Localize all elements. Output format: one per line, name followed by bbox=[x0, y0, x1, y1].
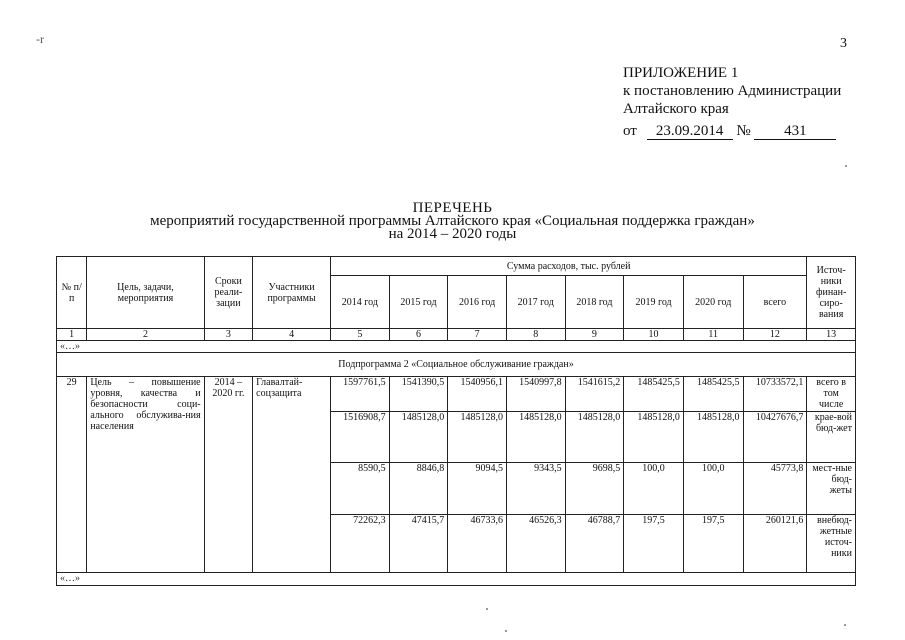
decree-date: 23.09.2014 bbox=[647, 124, 733, 140]
title-heading: ПЕРЕЧЕНЬ bbox=[412, 200, 493, 216]
value-cell: 1485128,0 bbox=[506, 412, 565, 463]
header-year: 2015 год bbox=[389, 276, 448, 329]
total-cell: 10733572,1 bbox=[743, 377, 807, 412]
header-year: 2019 год bbox=[624, 276, 684, 329]
header-goal: Цель, задачи, мероприятия bbox=[87, 257, 204, 329]
appendix-decree-line: к постановлению Администрации bbox=[623, 83, 842, 99]
appendix-header bbox=[623, 64, 841, 140]
header-total: всего bbox=[743, 276, 807, 329]
header-num: № п/п bbox=[57, 257, 87, 329]
scan-speck bbox=[845, 165, 847, 167]
value-cell: 100,0 bbox=[624, 463, 684, 515]
value-cell: 1540956,1 bbox=[448, 377, 507, 412]
source-cell: крае-вой бюд-жет bbox=[807, 412, 856, 463]
ellipsis-row bbox=[57, 573, 856, 586]
col-number: 3 bbox=[204, 329, 253, 341]
col-number: 2 bbox=[87, 329, 204, 341]
col-number: 10 bbox=[624, 329, 684, 341]
value-cell: 197,5 bbox=[683, 515, 743, 573]
value-cell: 1541390,5 bbox=[389, 377, 448, 412]
table-row bbox=[57, 377, 856, 412]
source-cell: внебюд-жетные источ-ники bbox=[807, 515, 856, 573]
value-cell: 46526,3 bbox=[506, 515, 565, 573]
value-cell: 1540997,8 bbox=[506, 377, 565, 412]
number-prefix: № bbox=[736, 123, 751, 139]
value-cell: 9343,5 bbox=[506, 463, 565, 515]
col-number: 9 bbox=[565, 329, 624, 341]
appendix-date-line bbox=[623, 122, 841, 140]
subprogram-title: Подпрограмма 2 «Социальное обслуживание граждан» bbox=[57, 353, 856, 377]
row-terms: 2014 – 2020 гг. bbox=[204, 377, 253, 573]
header-year: 2014 год bbox=[331, 276, 390, 329]
date-prefix: от bbox=[623, 123, 637, 139]
corner-mark: -r bbox=[36, 32, 44, 46]
col-number: 7 bbox=[448, 329, 507, 341]
value-cell: 1597761,5 bbox=[331, 377, 390, 412]
col-number: 6 bbox=[389, 329, 448, 341]
row-goal: Цель – повышение уровня, качества и безопасности соци-ального обслужива-ния населения bbox=[87, 377, 204, 573]
total-cell: 10427676,7 bbox=[743, 412, 807, 463]
col-number: 5 bbox=[331, 329, 390, 341]
col-number: 1 bbox=[57, 329, 87, 341]
value-cell: 100,0 bbox=[683, 463, 743, 515]
scan-speck bbox=[505, 630, 507, 632]
col-number: 11 bbox=[683, 329, 743, 341]
value-cell: 1485128,0 bbox=[389, 412, 448, 463]
value-cell: 9698,5 bbox=[565, 463, 624, 515]
header-sources: Источ-ники финан-сиро-вания bbox=[807, 257, 856, 329]
value-cell: 197,5 bbox=[624, 515, 684, 573]
value-cell: 47415,7 bbox=[389, 515, 448, 573]
value-cell: 1485128,0 bbox=[448, 412, 507, 463]
value-cell: 1485128,0 bbox=[565, 412, 624, 463]
header-sum: Сумма расходов, тыс. рублей bbox=[331, 257, 807, 276]
col-number: 13 bbox=[807, 329, 856, 341]
header-year: 2016 год bbox=[448, 276, 507, 329]
decree-number: 431 bbox=[754, 124, 836, 140]
appendix-region-line: Алтайского края bbox=[623, 101, 729, 117]
header-terms: Сроки реали-зации bbox=[204, 257, 253, 329]
value-cell: 46788,7 bbox=[565, 515, 624, 573]
value-cell: 8590,5 bbox=[331, 463, 390, 515]
ellipsis-cell: «…» bbox=[57, 341, 856, 353]
value-cell: 72262,3 bbox=[331, 515, 390, 573]
document-title bbox=[0, 202, 905, 241]
header-year: 2020 год bbox=[683, 276, 743, 329]
row-number: 29 bbox=[57, 377, 87, 573]
value-cell: 1485128,0 bbox=[624, 412, 684, 463]
appendix-title: ПРИЛОЖЕНИЕ 1 bbox=[623, 65, 739, 81]
total-cell: 260121,6 bbox=[743, 515, 807, 573]
ellipsis-row bbox=[57, 341, 856, 353]
value-cell: 9094,5 bbox=[448, 463, 507, 515]
value-cell: 1485425,5 bbox=[624, 377, 684, 412]
title-period: на 2014 – 2020 годы bbox=[388, 226, 517, 242]
value-cell: 1541615,2 bbox=[565, 377, 624, 412]
source-cell: всего в том числе bbox=[807, 377, 856, 412]
source-cell: мест-ные бюд-жеты bbox=[807, 463, 856, 515]
activities-table bbox=[56, 256, 856, 586]
value-cell: 8846,8 bbox=[389, 463, 448, 515]
ellipsis-cell: «…» bbox=[57, 573, 856, 586]
col-number: 8 bbox=[506, 329, 565, 341]
row-participants: Главалтай-соцзащита bbox=[253, 377, 331, 573]
value-cell: 1485128,0 bbox=[683, 412, 743, 463]
header-row bbox=[57, 257, 856, 276]
value-cell: 1516908,7 bbox=[331, 412, 390, 463]
value-cell: 1485425,5 bbox=[683, 377, 743, 412]
value-cell: 46733,6 bbox=[448, 515, 507, 573]
col-number: 4 bbox=[253, 329, 331, 341]
scan-speck bbox=[486, 608, 488, 610]
col-number: 12 bbox=[743, 329, 807, 341]
total-cell: 45773,8 bbox=[743, 463, 807, 515]
header-year: 2018 год bbox=[565, 276, 624, 329]
column-numbers-row bbox=[57, 329, 856, 341]
header-year: 2017 год bbox=[506, 276, 565, 329]
subprogram-row bbox=[57, 353, 856, 377]
header-participants: Участники программы bbox=[253, 257, 331, 329]
title-subheading: мероприятий государственной программы Алтайского края «Социальная поддержка граждан» bbox=[150, 213, 755, 229]
page-number: 3 bbox=[840, 36, 847, 51]
scan-speck bbox=[844, 624, 846, 626]
